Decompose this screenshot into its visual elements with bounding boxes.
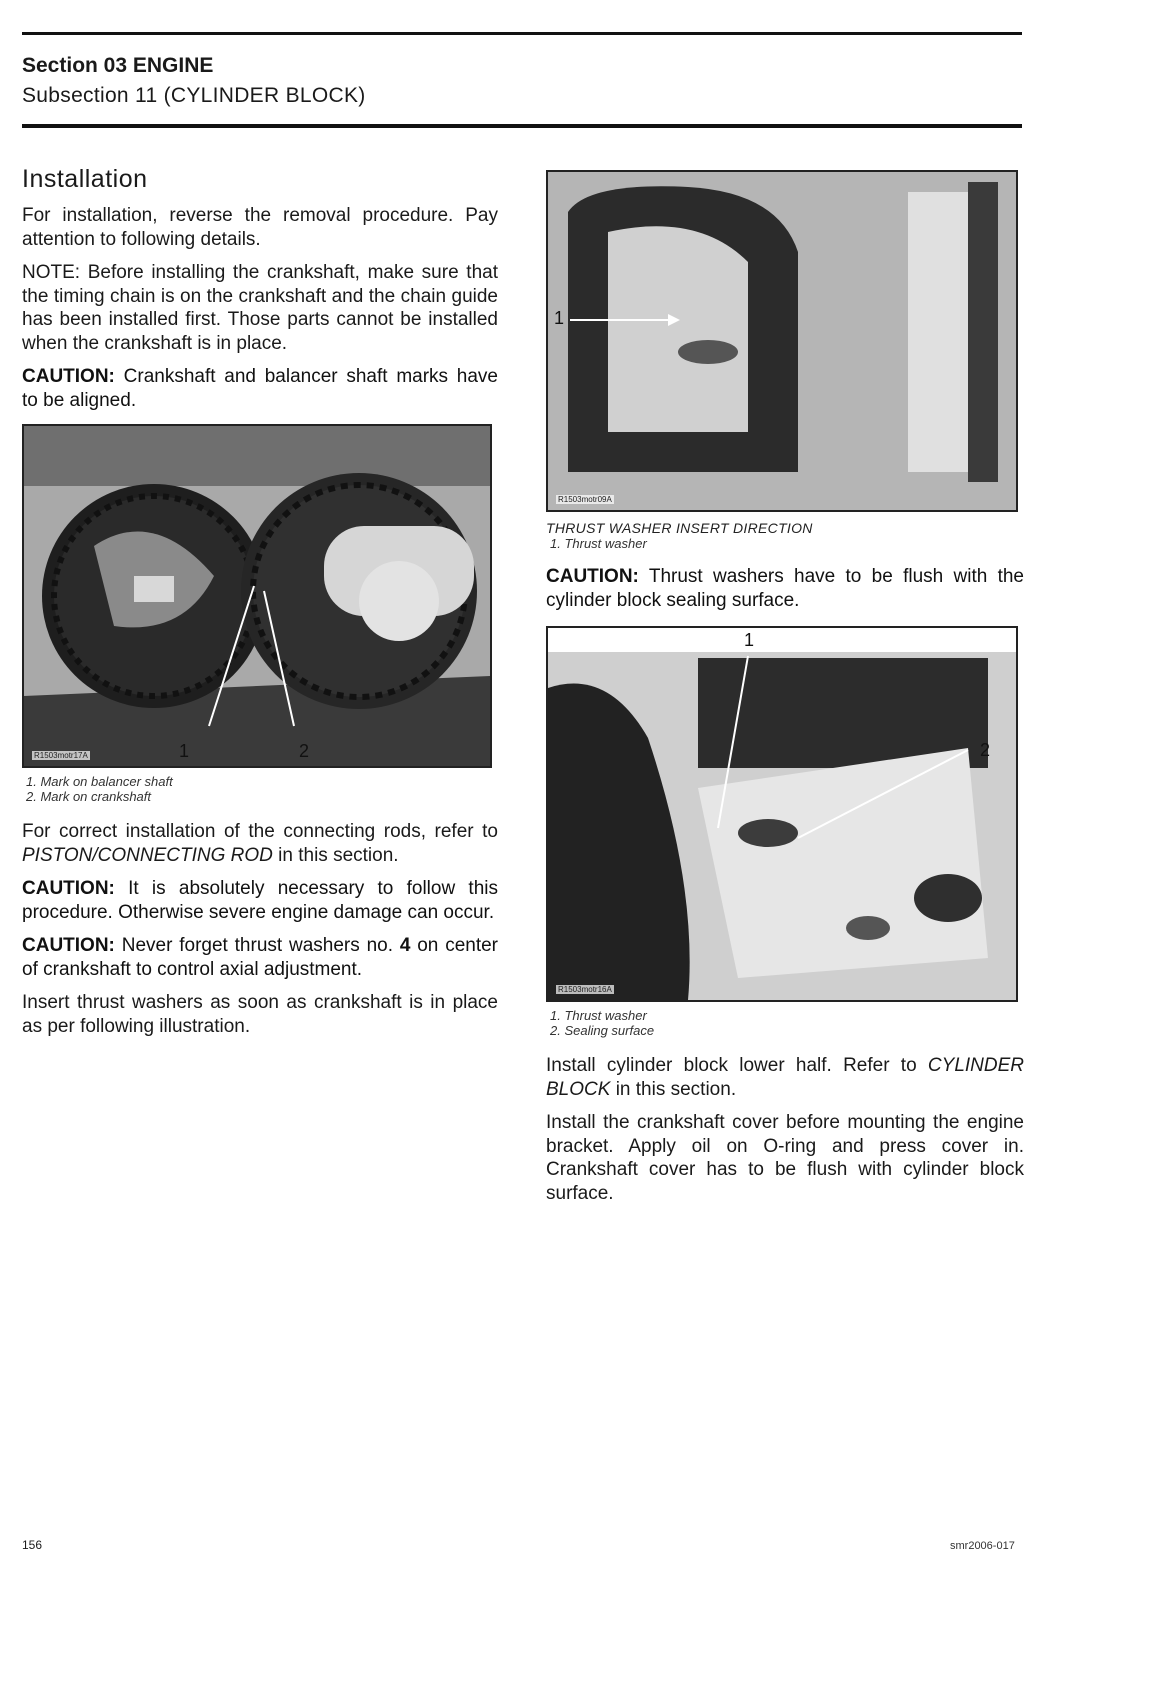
insert-washers-paragraph: Insert thrust washers as soon as crankshaft is in place as per following illustration. xyxy=(22,992,498,1037)
thrust-washer-photo xyxy=(548,172,1016,510)
caution-marks-aligned xyxy=(22,365,498,412)
figure-gears xyxy=(22,424,492,768)
cross-reference: PISTON/CONNECTING ROD xyxy=(22,844,273,866)
legend-item: 1. Mark on balancer shaft xyxy=(26,774,173,789)
figure-gears-legend xyxy=(26,774,498,804)
legend-item: 1. Thrust washer xyxy=(550,536,647,551)
caution-flush xyxy=(546,565,1024,612)
figure-thrust-washer-legend xyxy=(550,536,1024,551)
sealing-surface-photo xyxy=(548,628,1016,1000)
cross-reference: CYLINDER BLOCK xyxy=(546,1055,1024,1100)
caution-label: CAUTION: xyxy=(22,935,115,956)
figure-code: R1503motr17A xyxy=(34,751,88,760)
callout-2: 2 xyxy=(299,741,310,761)
header-top-rule xyxy=(22,32,1022,35)
installation-heading: Installation xyxy=(22,165,148,193)
crankshaft-cover-paragraph: Install the crankshaft cover before mounting the engine bracket. Apply oil on O-ring and press cover in. Crankshaft cover has to be flush with cylinder block surface. xyxy=(546,1112,1024,1204)
callout-1: 1 xyxy=(179,741,190,761)
caution-text: Crankshaft and balancer shaft marks have to be aligned. xyxy=(22,366,498,411)
figure-title: THRUST WASHER INSERT DIRECTION xyxy=(546,520,813,536)
text-span: Install cylinder block lower half. Refer to xyxy=(546,1055,928,1076)
subsection-title: Subsection 11 (CYLINDER BLOCK) xyxy=(22,84,366,107)
caution-label: CAUTION: xyxy=(22,878,115,899)
left-column xyxy=(22,165,498,1048)
caution-text: Thrust washers have to be flush with the cylinder block sealing surface. xyxy=(546,566,1024,611)
intro-paragraph: For installation, reverse the removal procedure. Pay attention to following details. xyxy=(22,205,498,250)
section-title: Section 03 ENGINE xyxy=(22,54,214,77)
text-span: in this section. xyxy=(610,1078,737,1100)
page-number: 156 xyxy=(22,1538,43,1552)
legend-item: 2. Mark on crankshaft xyxy=(26,789,151,804)
figure-sealing-surface-legend xyxy=(550,1008,1024,1038)
callout-1: 1 xyxy=(554,308,565,328)
caution-text: It is absolutely necessary to follow this procedure. Otherwise severe engine damage can occur. xyxy=(22,878,498,923)
text-span: in this section. xyxy=(272,844,399,866)
legend-item: 1. Thrust washer xyxy=(550,1008,647,1023)
caution-thrust-washers xyxy=(22,934,498,981)
document-code: smr2006-017 xyxy=(950,1540,1015,1552)
figure-code: R1503motr09A xyxy=(558,495,612,504)
caution-text: Never forget thrust washers no. xyxy=(114,935,400,956)
gears-photo xyxy=(24,426,490,766)
header-bottom-rule xyxy=(22,124,1022,128)
right-column xyxy=(546,170,1024,1215)
callout-2: 2 xyxy=(980,740,991,760)
balancer-gear xyxy=(42,484,266,708)
washer-number: 4 xyxy=(399,935,411,956)
figure-sealing-surface xyxy=(546,626,1018,1002)
note-paragraph: NOTE: Before installing the crankshaft, make sure that the timing chain is on the crankshaft and the chain guide has been installed first. Those parts cannot be installed when the crankshaft is in place. xyxy=(22,262,498,354)
caution-procedure xyxy=(22,877,498,924)
caution-label: CAUTION: xyxy=(546,566,639,587)
caution-label: CAUTION: xyxy=(22,366,115,387)
caution-text: on center of crankshaft to control axial adjustment. xyxy=(22,935,499,980)
figure-thrust-washer xyxy=(546,170,1018,512)
callout-1: 1 xyxy=(744,630,755,650)
text-span: For correct installation of the connecting rods, refer to xyxy=(22,821,498,842)
figure-code: R1503motr16A xyxy=(558,985,612,994)
connecting-rod-paragraph xyxy=(22,820,498,867)
lower-half-paragraph xyxy=(546,1054,1024,1101)
legend-item: 2. Sealing surface xyxy=(550,1023,655,1038)
crankshaft-gear xyxy=(241,473,477,709)
